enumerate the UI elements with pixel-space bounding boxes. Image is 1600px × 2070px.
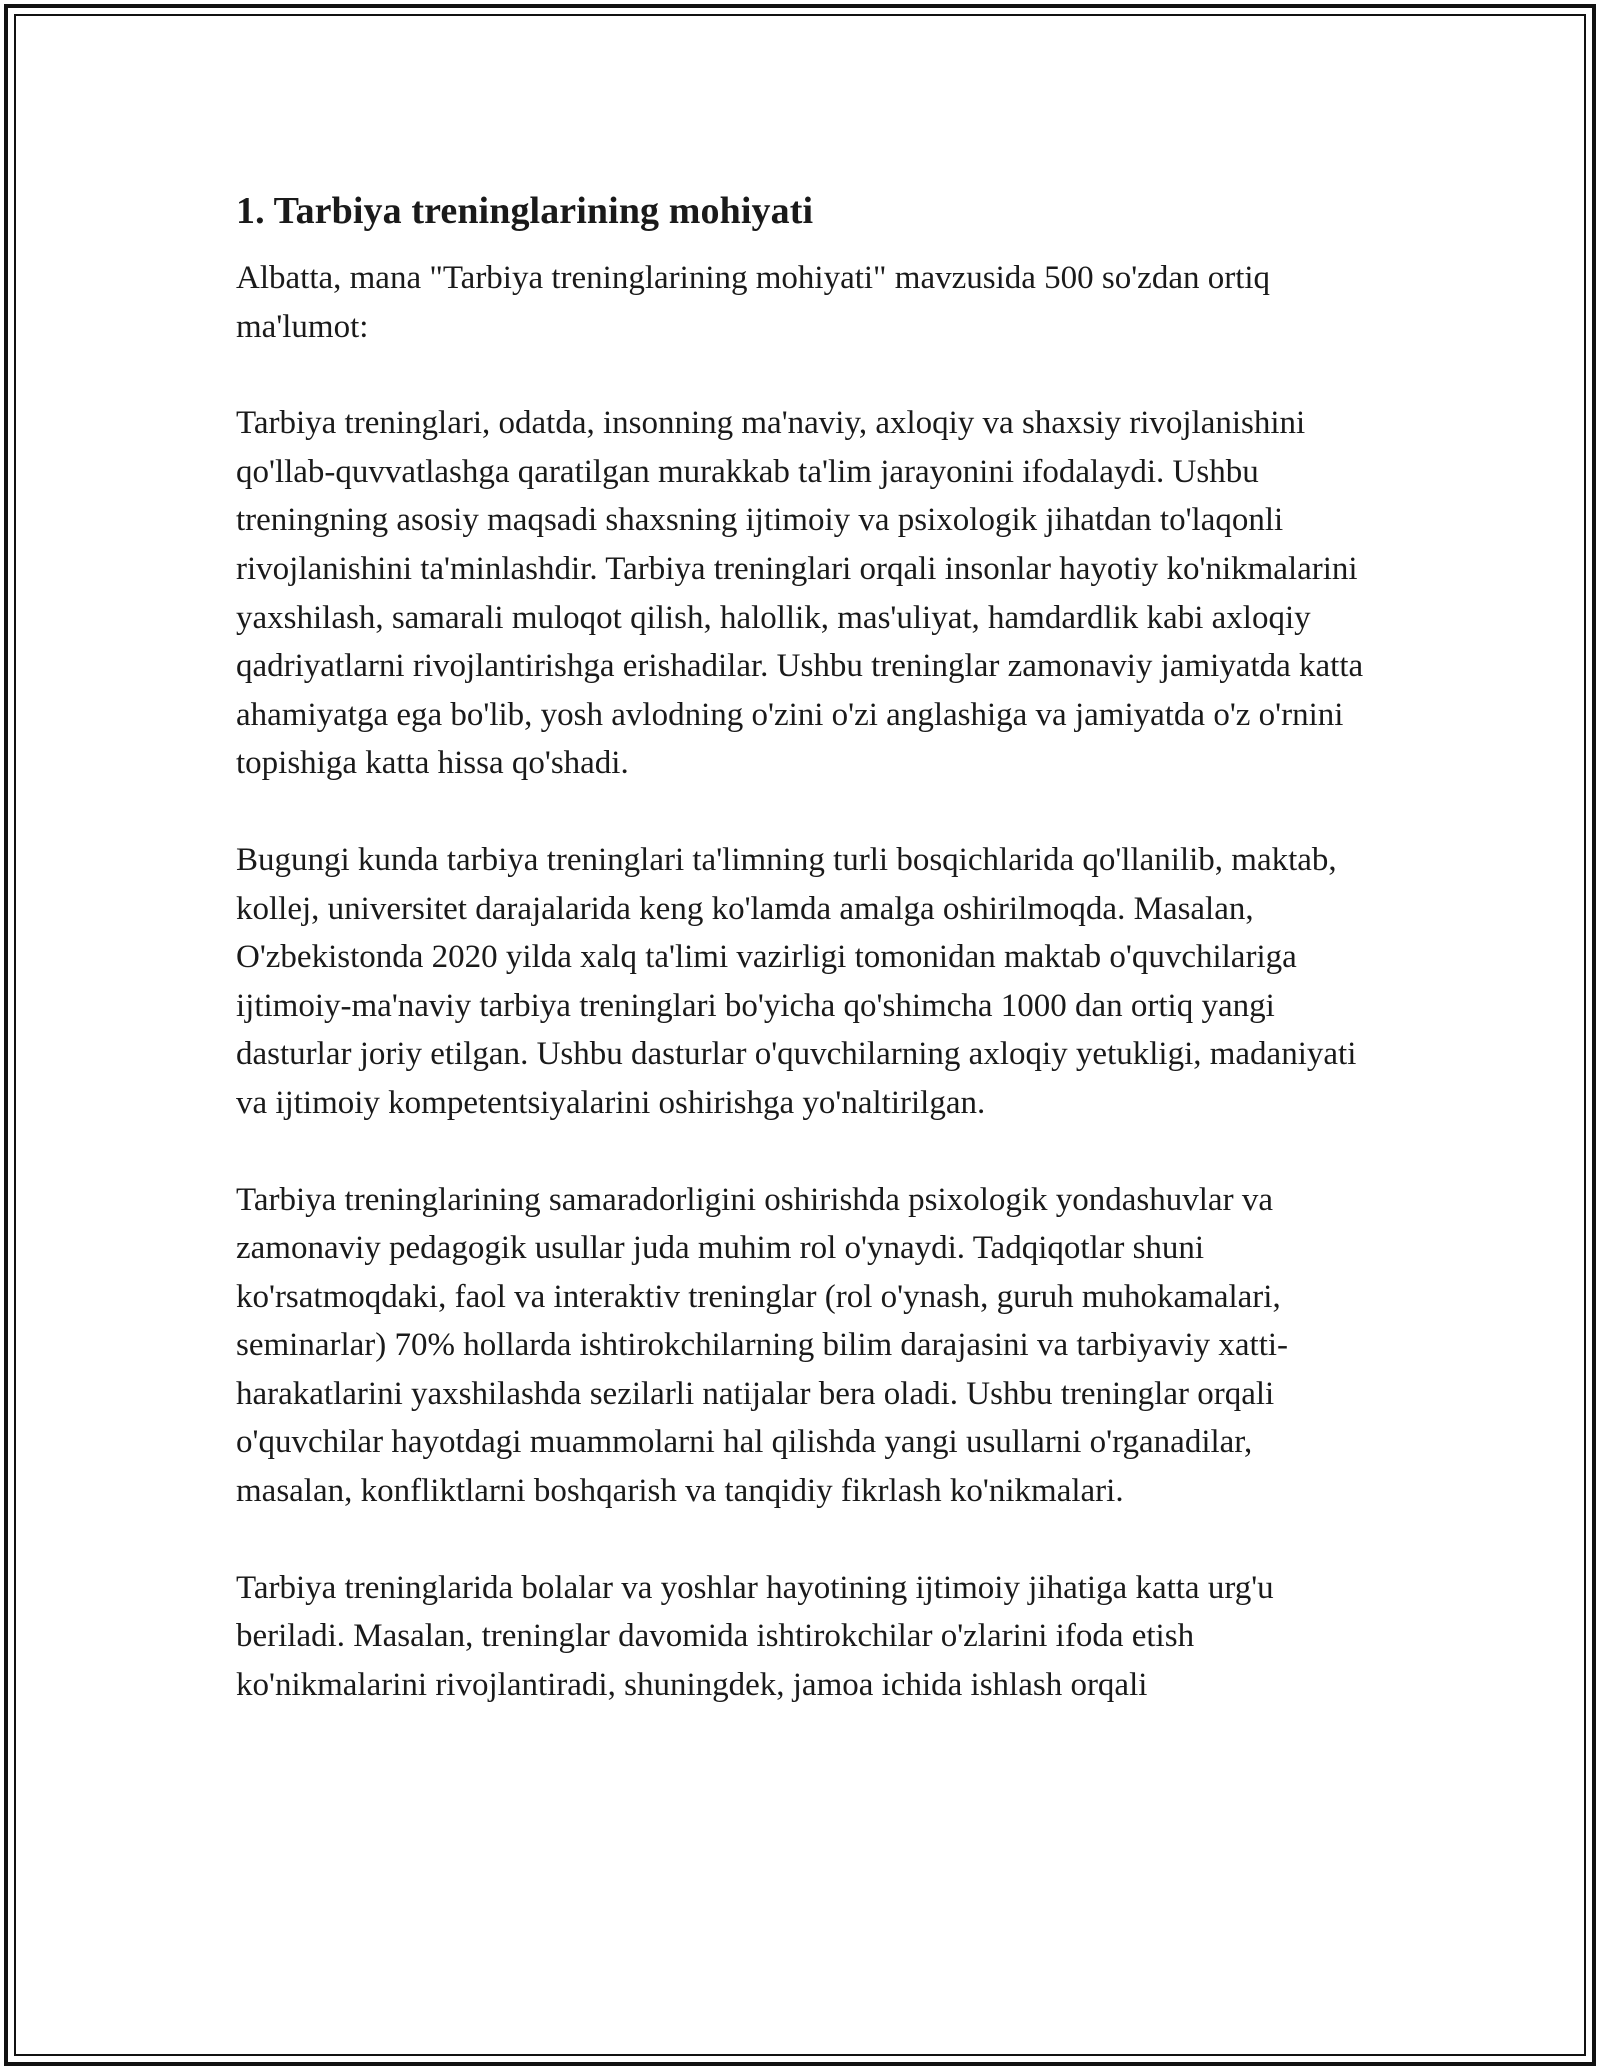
paragraph-current-usage: Bugungi kunda tarbiya treninglari ta'limning turli bosqichlarida qo'llanilib, maktab, kollej, universitet darajalarida keng ko'lamda amalga oshirilmoqda. Masalan, O'zbekistonda 2020 yilda xalq ta'limi vazirligi tomonidan maktab o'quvchilariga ijtimoiy-ma'naviy tarbiya treninglari bo'yicha qo'shimcha 1000 dan ortiq yangi dasturlar joriy etilgan. Ushbu dasturlar o'quvchilarning axloqiy yetukligi, madaniyati va ijtimoiy kompetentsiyalarini oshirishga yo'naltirilgan.	[236, 841, 1357, 1121]
paragraph-effectiveness: Tarbiya treninglarining samaradorligini oshirishda psixologik yondashuvlar va zamonaviy pedagogik usullar juda muhim rol o'ynaydi. Tadqiqotlar shuni ko'rsatmoqdaki, faol va interaktiv treninglar (rol o'ynash, guruh muhokamalari, seminarlar) 70% hollarda ishtirokchilarning bilim darajasini va tarbiyaviy xatti-harakatlarini yaxshilashda sezilarli natijalar bera oladi. Ushbu treninglar orqali o'quvchilar hayotdagi muammolarni hal qilishda yangi usullarni o'rganadilar, masalan, konfliktlarni boshqarish va tanqidiy fikrlash ko'nikmalari.	[236, 1181, 1289, 1510]
section-heading: 1. Tarbiya treninglarining mohiyati	[236, 190, 814, 232]
document-body	[236, 186, 1364, 1757]
paragraph-social-aspect: Tarbiya treninglarida bolalar va yoshlar hayotining ijtimoiy jihatiga katta urg'u beriladi. Masalan, treninglar davomida ishtirokchilar o'zlarini ifoda etish ko'nikmalarini rivojlantiradi, shuningdek, jamoa ichida ishlash orqali	[236, 1569, 1274, 1703]
paragraph-definition: Tarbiya treninglari, odatda, insonning ma'naviy, axloqiy va shaxsiy rivojlanishini qo'llab-quvvatlashga qaratilgan murakkab ta'lim jarayonini ifodalaydi. Ushbu treningning asosiy maqsadi shaxsning ijtimoiy va psixologik jihatdan to'laqonli rivojlanishini ta'minlashdir. Tarbiya treninglari orqali insonlar hayotiy ko'nikmalarini yaxshilash, samarali muloqot qilish, halollik, mas'uliyat, hamdardlik kabi axloqiy qadriyatlarni rivojlantirishga erishadilar. Ushbu treninglar zamonaviy jamiyatda katta ahamiyatga ega bo'lib, yosh avlodning o'zini o'zi anglashiga va jamiyatda o'z o'rnini topishiga katta hissa qo'shadi.	[236, 405, 1364, 782]
paragraph-intro: Albatta, mana "Tarbiya treninglarining mohiyati" mavzusida 500 so'zdan ortiq ma'lumot:	[236, 260, 1271, 345]
